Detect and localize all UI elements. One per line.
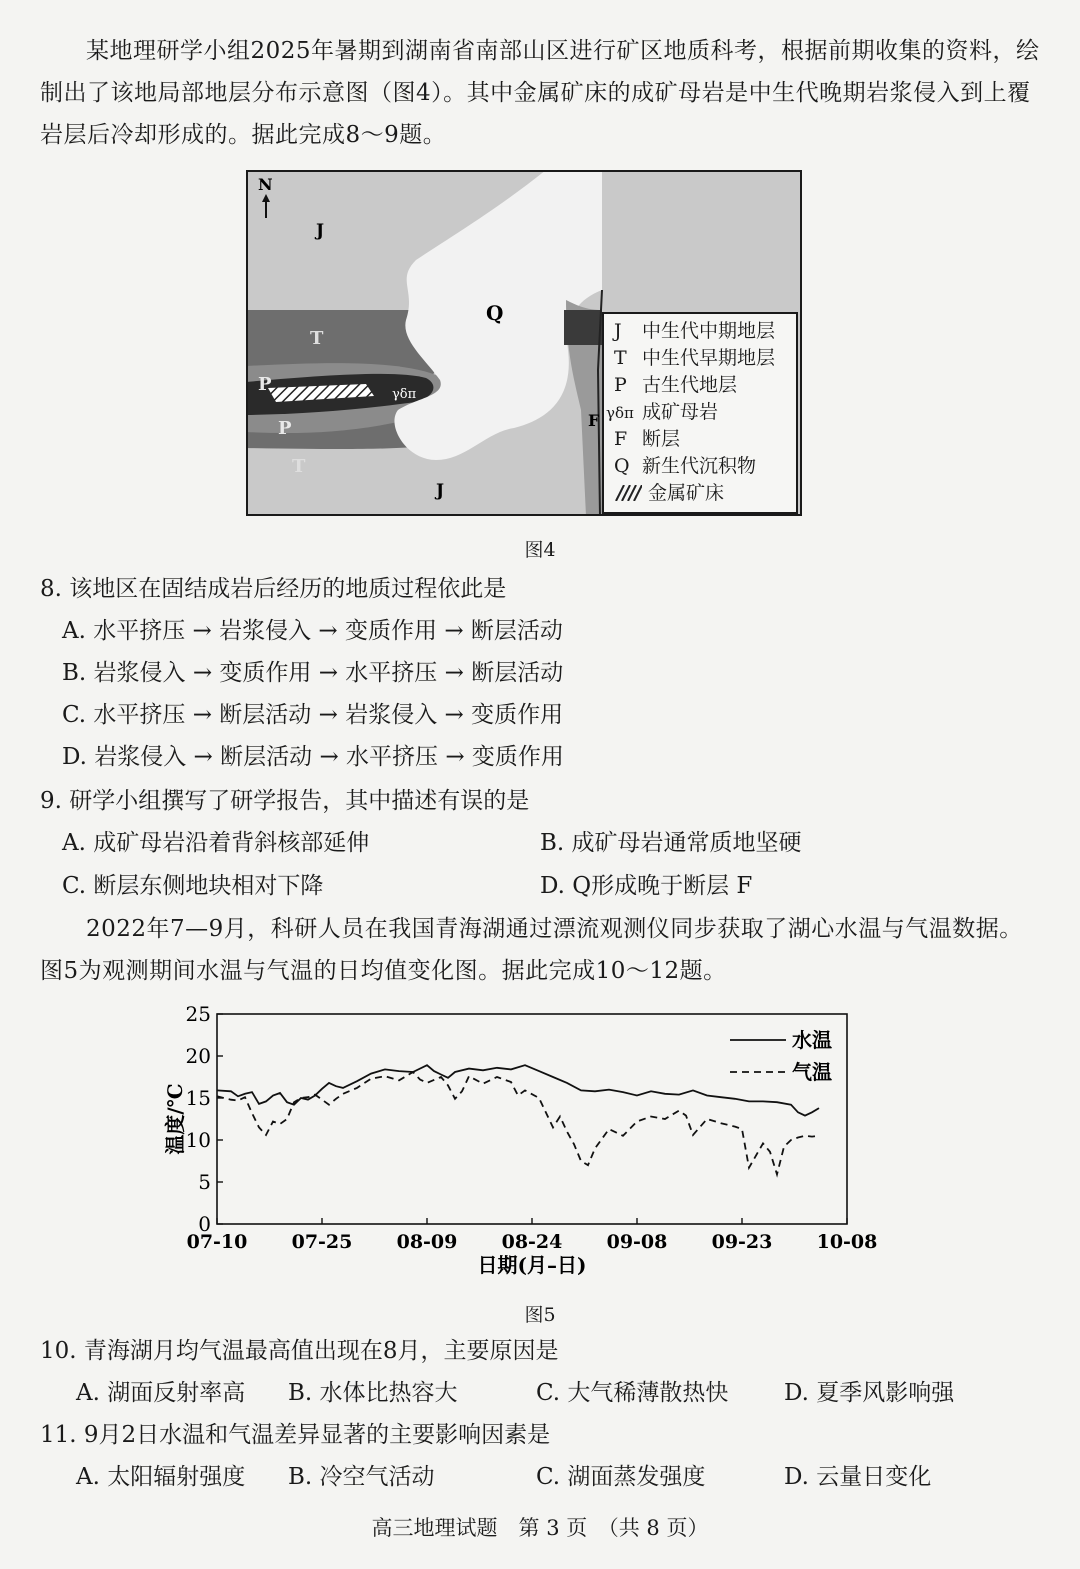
y-tick-label: 20 (185, 1044, 211, 1068)
q9-option-b[interactable]: B. 成矿母岩通常质地坚硬 (540, 830, 802, 856)
legend-text-p: 古生代地层 (642, 374, 738, 396)
map-legend (602, 312, 798, 514)
north-label: N (258, 175, 273, 194)
x-tick-label: 09-23 (711, 1231, 773, 1253)
label-j-north: J (316, 221, 325, 241)
legend-sym-gdp: γδπ (606, 404, 634, 422)
q10-option-a[interactable]: A. 湖面反射率高 (76, 1380, 246, 1406)
plot-frame (217, 1014, 847, 1224)
x-tick-label: 08-09 (396, 1231, 458, 1253)
figure-5-caption: 图5 (524, 1304, 556, 1326)
intro-paragraph-1: 某地理研学小组2025年暑期到湖南省南部山区进行矿区地质科考，根据前期收集的资料，绘制出了该地局部地层分布示意图（图4）。其中金属矿床的成矿母岩是中生代晚期岩浆侵入到上覆岩层后冷却形成的。据此完成8～9题。 (40, 38, 1040, 148)
q8-option-c[interactable]: C. 水平挤压 → 断层活动 → 岩浆侵入 → 变质作用 (62, 702, 564, 728)
x-tick-label: 09-08 (606, 1231, 668, 1253)
legend-row-q (614, 451, 788, 478)
label-p-upper: P (258, 374, 272, 395)
y-tick-label: 15 (185, 1086, 211, 1110)
label-p-lower: P (278, 418, 292, 439)
figure-4-caption: 图4 (524, 539, 556, 561)
q10-option-c[interactable]: C. 大气稀薄散热快 (536, 1380, 729, 1406)
legend-text-ore: 金属矿床 (648, 482, 725, 504)
legend-row-j (614, 316, 788, 343)
y-tick-label: 25 (185, 1002, 211, 1026)
x-tick-label: 10-08 (816, 1231, 878, 1253)
series-line-air-temp (217, 1072, 819, 1174)
legend-row-t (614, 343, 788, 370)
q11-stem: 11. 9月2日水温和气温差异显著的主要影响因素是 (40, 1422, 551, 1448)
legend-row-gdp (606, 397, 788, 424)
q8-stem: 8. 该地区在固结成岩后经历的地质过程依此是 (40, 576, 507, 602)
q9-option-d[interactable]: D. Q形成晚于断层 F (540, 873, 753, 899)
label-t-lower: T (292, 456, 306, 477)
q8-option-a[interactable]: A. 水平挤压 → 岩浆侵入 → 变质作用 → 断层活动 (62, 618, 563, 644)
q8-option-d[interactable]: D. 岩浆侵入 → 断层活动 → 水平挤压 → 变质作用 (62, 744, 564, 770)
legend-label-water: 水温 (792, 1028, 832, 1052)
q9-option-c[interactable]: C. 断层东侧地块相对下降 (62, 873, 324, 899)
q10-option-b[interactable]: B. 水体比热容大 (288, 1380, 458, 1406)
legend-row-f (614, 424, 788, 451)
east-block-dark (564, 310, 602, 345)
legend-text-t: 中生代早期地层 (642, 347, 776, 369)
label-q: Q (486, 301, 504, 325)
legend-sym-j: J (614, 320, 622, 342)
temperature-chart (150, 1000, 890, 1285)
x-tick-label: 07-10 (186, 1231, 248, 1253)
legend-row-p (614, 370, 788, 397)
q8-option-b[interactable]: B. 岩浆侵入 → 变质作用 → 水平挤压 → 断层活动 (62, 660, 564, 686)
q10-option-d[interactable]: D. 夏季风影响强 (784, 1380, 955, 1406)
q11-option-d[interactable]: D. 云量日变化 (784, 1464, 932, 1490)
page-footer: 高三地理试题 第 3 页 （共 8 页） (371, 1516, 709, 1540)
label-gdp: γδπ (392, 387, 417, 402)
hatch-icon (614, 485, 642, 501)
label-f: F (588, 411, 600, 430)
q9-option-a[interactable]: A. 成矿母岩沿着背斜核部延伸 (62, 830, 370, 856)
legend-text-gdp: 成矿母岩 (642, 401, 719, 423)
legend-sym-p: P (614, 374, 627, 396)
q11-option-a[interactable]: A. 太阳辐射强度 (76, 1464, 246, 1490)
y-axis-label: 温度/℃ (163, 1083, 187, 1155)
x-tick-label: 07-25 (291, 1231, 353, 1253)
y-tick-label: 5 (198, 1170, 211, 1194)
legend-text-j: 中生代中期地层 (642, 320, 776, 342)
y-tick-label: 0 (198, 1212, 211, 1236)
q10-stem: 10. 青海湖月均气温最高值出现在8月，主要原因是 (40, 1338, 559, 1364)
legend-text-q: 新生代沉积物 (642, 455, 757, 477)
intro-paragraph-2: 2022年7—9月，科研人员在我国青海湖通过漂流观测仪同步获取了湖心水温与气温数据。图5为观测期间水温与气温的日均值变化图。据此完成10～12题。 (40, 916, 1023, 984)
legend-label-air: 气温 (792, 1060, 832, 1084)
series-line-water-temp (217, 1065, 819, 1115)
legend-text-f: 断层 (642, 428, 681, 450)
x-tick-label: 08-24 (501, 1231, 563, 1253)
legend-sym-f: F (614, 428, 628, 450)
q9-stem: 9. 研学小组撰写了研学报告，其中描述有误的是 (40, 788, 530, 814)
legend-sym-t: T (614, 347, 627, 369)
y-tick-label: 10 (185, 1128, 211, 1152)
legend-row-ore (614, 478, 788, 505)
q11-option-b[interactable]: B. 冷空气活动 (288, 1464, 435, 1490)
q11-option-c[interactable]: C. 湖面蒸发强度 (536, 1464, 706, 1490)
legend-sym-q: Q (614, 455, 630, 477)
x-axis-label: 日期(月–日) (477, 1253, 587, 1277)
label-j-south: J (436, 481, 445, 501)
label-t-upper: T (310, 328, 324, 349)
